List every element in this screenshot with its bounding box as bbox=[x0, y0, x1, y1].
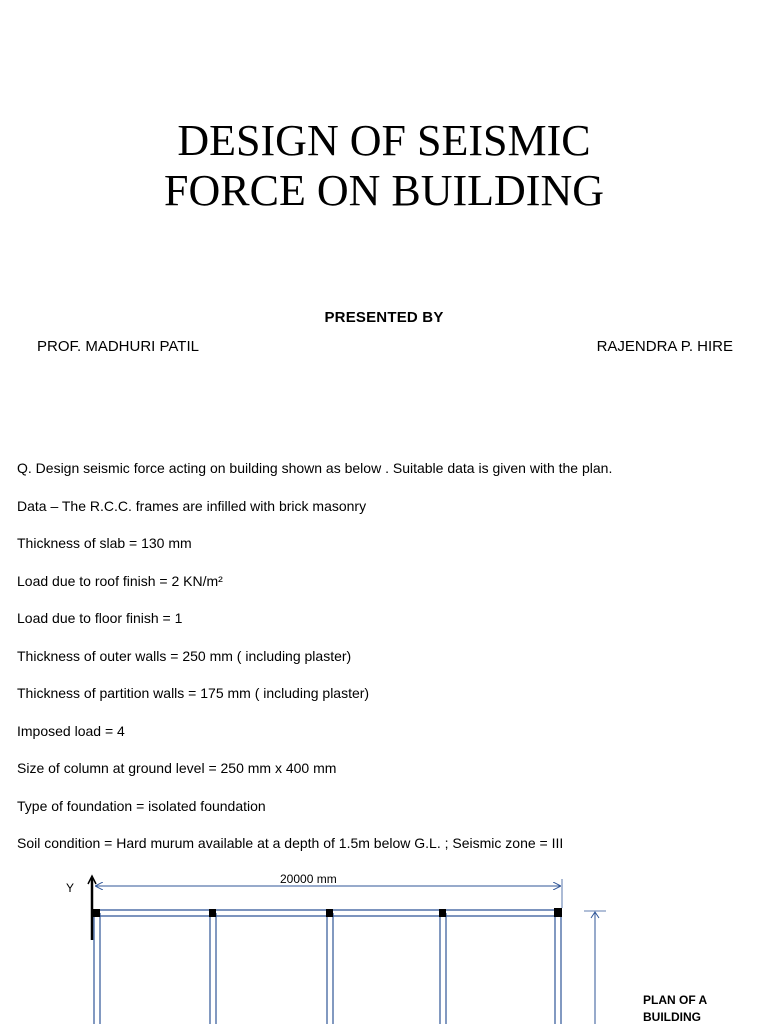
y-axis-label: Y bbox=[66, 881, 75, 895]
data-soil-condition: Soil condition = Hard murum available at a depth of 1.5m below G.L. ; Seismic zone = III bbox=[17, 835, 564, 851]
data-slab-thickness: Thickness of slab = 130 mm bbox=[17, 535, 192, 551]
data-roof-finish: Load due to roof finish = 2 KN/m² bbox=[17, 572, 223, 589]
question-text: Q. Design seismic force acting on building shown as below . Suitable data is given with the plan. bbox=[17, 460, 613, 476]
title-line-2: FORCE ON BUILDING bbox=[164, 166, 604, 215]
author-student: RAJENDRA P. HIRE bbox=[596, 338, 733, 355]
plan-caption bbox=[643, 992, 723, 1026]
plan-caption-line-1: PLAN OF A bbox=[643, 993, 708, 1007]
data-floor-finish: Load due to floor finish = 1 bbox=[17, 610, 183, 626]
frame-columns-lines bbox=[94, 913, 561, 1024]
document-title bbox=[0, 116, 768, 216]
question-block bbox=[17, 458, 757, 871]
data-foundation-type: Type of foundation = isolated foundation bbox=[17, 797, 266, 814]
dimension-label: 20000 mm bbox=[280, 872, 337, 886]
data-column-size: Size of column at ground level = 250 mm x 400 mm bbox=[17, 760, 337, 776]
data-outer-walls: Thickness of outer walls = 250 mm ( including plaster) bbox=[17, 647, 352, 664]
plan-caption-line-2: BUILDING bbox=[643, 1010, 701, 1024]
presented-by-label: PRESENTED BY bbox=[324, 309, 444, 326]
title-line-1: DESIGN OF SEISMIC bbox=[177, 116, 591, 165]
data-partition-walls: Thickness of partition walls = 175 mm ( including plaster) bbox=[17, 685, 370, 701]
author-professor: PROF. MADHURI PATIL bbox=[37, 338, 199, 355]
data-imposed-load: Imposed load = 4 bbox=[17, 722, 125, 739]
data-frames: Data – The R.C.C. frames are infilled with brick masonry bbox=[17, 497, 367, 514]
